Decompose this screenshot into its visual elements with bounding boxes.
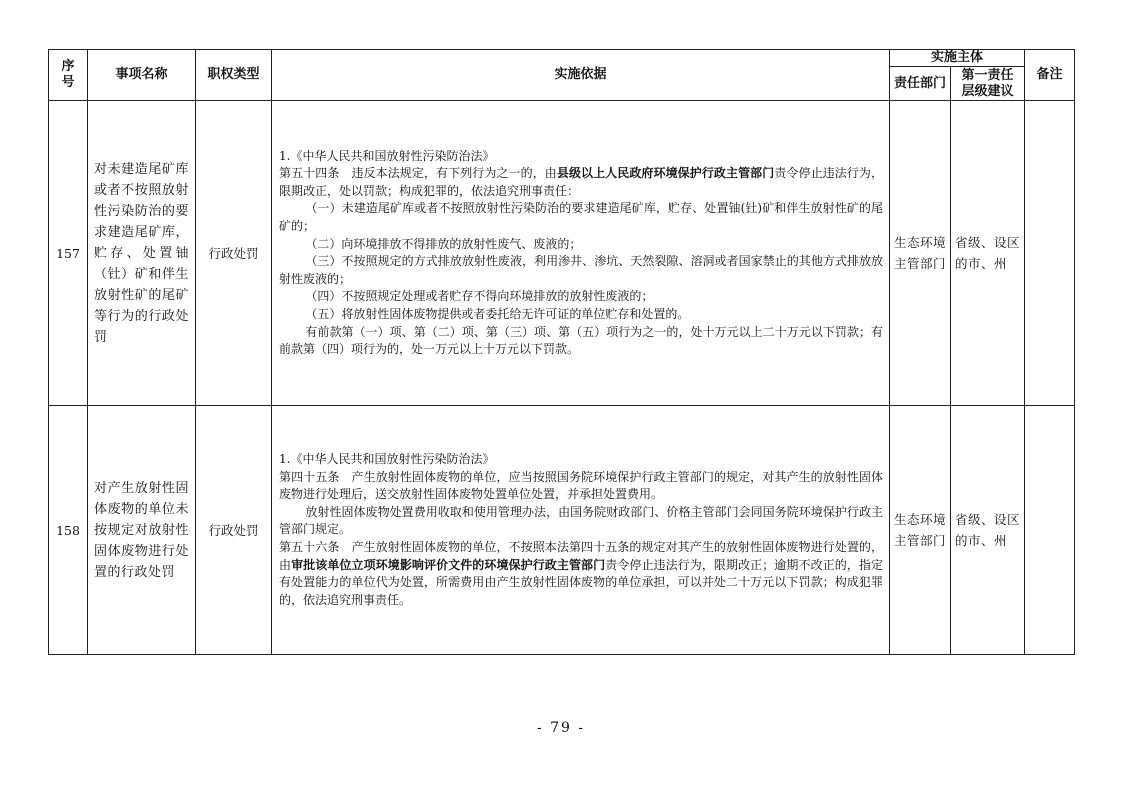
header-remark: 备注 — [1025, 50, 1075, 101]
basis-penalty: 有前款第（一）项、第（二）项、第（三）项、第（五）项行为之一的，处十万元以上二十万元以下罚款；有前款第（四）项行为的，处一万元以上十万元以下罚款。 — [279, 324, 883, 357]
basis-clause: （四）不按照规定处理或者贮存不得向环境排放的放射性废液的； — [305, 289, 654, 304]
row-num: 158 — [49, 406, 88, 655]
row-authority-type: 行政处罚 — [196, 406, 272, 655]
basis-clause: （五）将放射性固体废物提供或者委托给无许可证的单位贮存和处置的。 — [305, 307, 690, 322]
basis-article-text-end: 责令停止违法行为，限期改正，处以罚款；构成犯罪的，依法追究刑事责任： — [279, 166, 883, 198]
basis-clause: （三）不按照规定的方式排放放射性废液，利用渗井、渗坑、天然裂隙、溶洞或者国家禁止的其他方式排放放射性废液的； — [279, 254, 883, 286]
table-row — [49, 406, 1075, 655]
header-subject: 实施主体 — [890, 50, 1025, 67]
header-type: 职权类型 — [196, 50, 272, 101]
row-dept: 生态环境主管部门 — [890, 406, 951, 655]
basis-article-56 — [279, 539, 883, 609]
row-basis — [272, 101, 890, 406]
row-remark — [1025, 406, 1075, 655]
header-basis: 实施依据 — [272, 50, 890, 101]
header-level-text: 第一责任层级建议 — [961, 67, 1014, 99]
basis-clause: （一）未建造尾矿库或者不按照放射性污染防治的要求建造尾矿库，贮存、处置铀(钍)矿和伴生放射性矿的尾矿的； — [279, 201, 883, 234]
row-level: 省级、设区的市、州 — [951, 406, 1025, 655]
header-num — [49, 50, 88, 101]
table-row — [49, 101, 1075, 406]
basis-article — [279, 165, 883, 200]
basis-article-45: 第四十五条 产生放射性固体废物的单位，应当按照国务院环境保护行政主管部门的规定，对其产生的放射性固体废物进行处理后，送交放射性固体废物处置单位处置，并承担处置费用。 — [279, 469, 883, 502]
basis-article-text: 第五十四条 违反本法规定，有下列行为之一的，由 — [279, 166, 557, 181]
basis-authority-highlight: 审批该单位立项环境影响评价文件的环境保护行政主管部门 — [291, 557, 606, 572]
row-level: 省级、设区的市、州 — [951, 101, 1025, 406]
row-authority-type: 行政处罚 — [196, 101, 272, 406]
basis-article-56-text-end: 责令停止违法行为，限期改正；逾期不改正的，指定有处置能力的单位代为处置，所需费用由产生放射性固体废物的单位承担，可以并处二十万元以下罚款；构成犯罪的，依法追究刑事责任。 — [279, 557, 883, 607]
row-dept: 生态环境主管部门 — [890, 101, 951, 406]
basis-law-title: 1.《中华人民共和国放射性污染防治法》 — [279, 452, 495, 467]
row-item-name: 对未建造尾矿库或者不按照放射性污染防治的要求建造尾矿库，贮存、处置铀（钍）矿和伴生放射性矿的尾矿等行为的行政处罚 — [88, 101, 196, 406]
row-remark — [1025, 101, 1075, 406]
basis-article-45-fee: 放射性固体废物处置费用收取和使用管理办法，由国务院财政部门、价格主管部门会同国务院环境保护行政主管部门规定。 — [279, 504, 883, 537]
enforcement-table — [48, 49, 1075, 655]
page-number: - 79 - — [536, 720, 586, 736]
basis-law-title: 1.《中华人民共和国放射性污染防治法》 — [279, 148, 495, 163]
basis-clause: （二）向环境排放不得排放的放射性废气、废液的； — [305, 236, 582, 251]
basis-article-56-text: 第五十六条 产生放射性固体废物的单位，不按照本法第四十五条的规定对其产生的放射性固体废物进行处置的，由 — [279, 540, 883, 572]
header-num-text: 序号 — [61, 58, 75, 91]
header-dept: 责任部门 — [890, 67, 951, 101]
header-name: 事项名称 — [88, 50, 196, 101]
row-item-name: 对产生放射性固体废物的单位未按规定对放射性固体废物进行处置的行政处罚 — [88, 406, 196, 655]
row-num: 157 — [49, 101, 88, 406]
basis-authority-highlight: 县级以上人民政府环境保护行政主管部门 — [556, 166, 775, 181]
header-level — [951, 67, 1025, 101]
row-basis — [272, 406, 890, 655]
